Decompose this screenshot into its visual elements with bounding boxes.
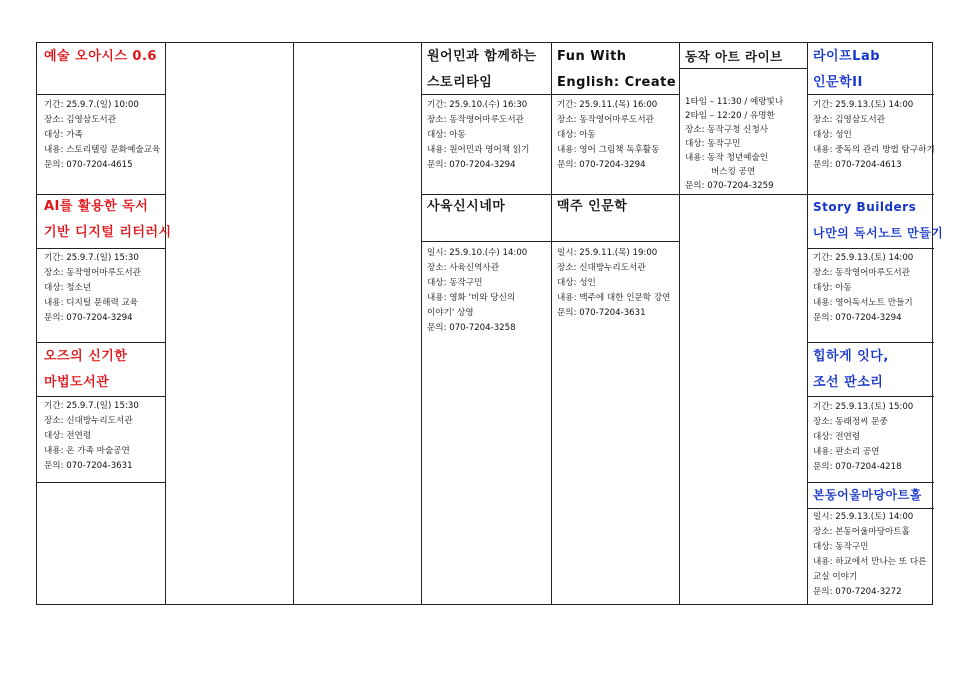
- event-title: [557, 44, 676, 96]
- event-date: 일시: 25.9.13.(토) 14:00: [813, 512, 914, 522]
- event-title-line: English: Create: [557, 75, 677, 90]
- event-date: 기간: 25.9.10.(수) 16:30: [427, 100, 528, 110]
- event-place: 장소: 동작영어마루도서관: [557, 115, 654, 125]
- event-audience: 대상: 전연령: [44, 431, 92, 441]
- cell-divider: [807, 508, 934, 509]
- event-contact: 문의: 070-7204-3258: [427, 323, 516, 333]
- event-title-line: 마법도서관: [44, 375, 110, 390]
- event-content: 내용: 맥주에 대한 인문학 강연: [557, 293, 671, 303]
- event-date: 기간: 25.9.7.(일) 15:30: [44, 253, 139, 263]
- event-contact: 문의: 070-7204-3294: [427, 160, 516, 170]
- event-title: [44, 194, 172, 246]
- event-content: 내용: 스토리텔링 문화예술교육: [44, 145, 161, 155]
- event-date: 기간: 25.9.7.(일) 15:30: [44, 401, 139, 411]
- event-contact: 문의: 070-7204-3631: [557, 308, 646, 318]
- event-title-line: 스토리타임: [427, 75, 493, 90]
- column-divider: [679, 43, 680, 604]
- event-title-line: Fun With: [557, 49, 627, 64]
- event-content: 내용: 중독의 관리 방법 탐구하기: [813, 145, 935, 155]
- cell-divider: [37, 482, 165, 483]
- event-audience: 대상: 아동: [557, 130, 596, 140]
- column-divider: [807, 43, 808, 604]
- event-place: 장소: 신대방누리도서관: [44, 416, 133, 426]
- event-date: 기간: 25.9.13.(토) 14:00: [813, 100, 914, 110]
- event-date: 기간: 25.9.13.(토) 14:00: [813, 253, 914, 263]
- column-divider: [293, 43, 294, 604]
- event-info: [427, 246, 527, 336]
- event-place: 장소: 동작영어마루도서관: [813, 268, 910, 278]
- event-audience: 대상: 성인: [557, 278, 596, 288]
- cell-divider: [679, 194, 807, 195]
- event-title: [813, 482, 922, 508]
- cell-divider: [37, 248, 165, 249]
- cell-divider: [551, 241, 679, 242]
- event-content: 내용: 동작 청년예술인: [685, 153, 769, 163]
- event-info: [44, 251, 141, 326]
- event-content-cont: 교실 이야기: [813, 572, 858, 582]
- event-audience: 대상: 동작구민: [427, 278, 483, 288]
- event-title: [685, 44, 783, 70]
- event-info: [557, 246, 670, 321]
- event-content: 내용: 하교에서 만나는 또 다른: [813, 557, 927, 567]
- event-content: 내용: 영화 '비와 당신의: [427, 293, 516, 303]
- event-place: 장소: 본동어울마당아트홀: [813, 527, 910, 537]
- event-audience: 대상: 가족: [44, 130, 83, 140]
- event-content: 내용: 원어민과 영어책 읽기: [427, 145, 530, 155]
- event-place: 장소: 신대방누리도서관: [557, 263, 646, 273]
- event-title-line: 오즈의 신기한: [44, 349, 128, 364]
- event-content: 내용: 판소리 공연: [813, 447, 880, 457]
- event-title: [44, 344, 127, 396]
- event-title-line: 본동어울마당아트홀: [813, 488, 922, 502]
- event-contact: 문의: 070-7204-3294: [557, 160, 646, 170]
- event-contact: 문의: 070-7204-3272: [813, 587, 902, 597]
- event-contact: 문의: 070-7204-3631: [44, 461, 133, 471]
- event-content: 내용: 영어독서노트 만들기: [813, 298, 913, 308]
- event-title: [427, 44, 537, 96]
- event-title-line: 인문학II: [813, 75, 863, 90]
- event-audience: 대상: 성인: [813, 130, 852, 140]
- event-place: 장소: 동작영어마루도서관: [44, 268, 141, 278]
- event-place: 장소: 동작영어마루도서관: [427, 115, 524, 125]
- event-content: 내용: 온 가족 마술공연: [44, 446, 130, 456]
- column-divider: [551, 43, 552, 604]
- event-title-line: Story Builders: [813, 200, 917, 214]
- cell-divider: [37, 342, 165, 343]
- event-date: 일시: 25.9.10.(수) 14:00: [427, 248, 528, 258]
- column-divider: [421, 43, 422, 604]
- event-place: 장소: 동래정씨 문중: [813, 417, 888, 427]
- event-title: [813, 194, 943, 246]
- event-title-line: 맥주 인문학: [557, 199, 628, 214]
- event-title-line: 사육신시네마: [427, 199, 506, 214]
- cell-divider: [807, 396, 934, 397]
- event-title: [557, 194, 627, 220]
- event-title-line: 라이프Lab: [813, 49, 881, 64]
- event-place: 장소: 사육신역사관: [427, 263, 500, 273]
- event-title-line: AI를 활용한 독서: [44, 199, 149, 214]
- event-content-cont: 이야기' 상영: [427, 308, 474, 318]
- event-title-line: 나만의 독서노트 만들기: [813, 226, 944, 240]
- event-contact: 문의: 070-7204-3294: [813, 313, 902, 323]
- event-audience: 대상: 동작구민: [813, 542, 869, 552]
- event-info: [44, 399, 139, 474]
- cell-divider: [37, 94, 165, 95]
- event-contact: 문의: 070-7204-3294: [44, 313, 133, 323]
- event-contact: 문의: 070-7204-4218: [813, 462, 902, 472]
- event-title: [44, 44, 157, 70]
- event-info: [44, 98, 160, 173]
- event-title-line: 기반 디지털 리터러시: [44, 225, 172, 240]
- event-contact: 문의: 070-7204-4613: [813, 160, 902, 170]
- event-info: [813, 400, 913, 475]
- event-contact: 문의: 070-7204-4615: [44, 160, 133, 170]
- event-audience: 대상: 아동: [813, 283, 852, 293]
- event-title-line: 동작 아트 라이브: [685, 49, 783, 64]
- event-content: 내용: 디지털 문해력 교육: [44, 298, 139, 308]
- event-title: [813, 44, 880, 96]
- event-info: [813, 251, 913, 326]
- event-info: [427, 98, 529, 173]
- event-audience: 대상: 청소년: [44, 283, 92, 293]
- event-date: 기간: 25.9.7.(일) 10:00: [44, 100, 139, 110]
- event-session-2: 2타임 – 12:20 / 유명한: [685, 111, 775, 121]
- event-audience: 대상: 동작구민: [685, 139, 741, 149]
- event-date: 일시: 25.9.11.(목) 19:00: [557, 248, 658, 258]
- cell-divider: [807, 248, 934, 249]
- event-title: [427, 194, 505, 220]
- event-session-1: 1타임 – 11:30 / 예랑빛나: [685, 97, 784, 107]
- event-title-line: 힙하게 잇다,: [813, 349, 889, 364]
- event-content: 내용: 영어 그림책 독후활동: [557, 145, 660, 155]
- event-place: 장소: 김영삼도서관: [44, 115, 117, 125]
- cell-divider: [421, 241, 551, 242]
- event-title-line: 원어민과 함께하는: [427, 49, 537, 64]
- event-content-cont: 버스킹 공연: [711, 167, 756, 177]
- column-divider: [165, 43, 166, 604]
- event-date: 기간: 25.9.13.(토) 15:00: [813, 402, 914, 412]
- cell-divider: [37, 396, 165, 397]
- event-title-line: 조선 판소리: [813, 375, 884, 390]
- event-info: [685, 95, 783, 193]
- cell-divider: [807, 342, 934, 343]
- event-place: 장소: 김영삼도서관: [813, 115, 886, 125]
- event-info: [813, 510, 926, 600]
- event-title-line: 예술 오아시스 0.6: [44, 49, 157, 64]
- event-date: 기간: 25.9.11.(목) 16:00: [557, 100, 658, 110]
- event-audience: 대상: 아동: [427, 130, 466, 140]
- event-place: 장소: 동작구청 신청사: [685, 125, 769, 135]
- event-audience: 대상: 전연령: [813, 432, 861, 442]
- event-info: [557, 98, 659, 173]
- calendar-grid: [36, 42, 944, 605]
- event-info: [813, 98, 935, 173]
- event-title: [813, 344, 889, 396]
- event-contact: 문의: 070-7204-3259: [685, 181, 774, 191]
